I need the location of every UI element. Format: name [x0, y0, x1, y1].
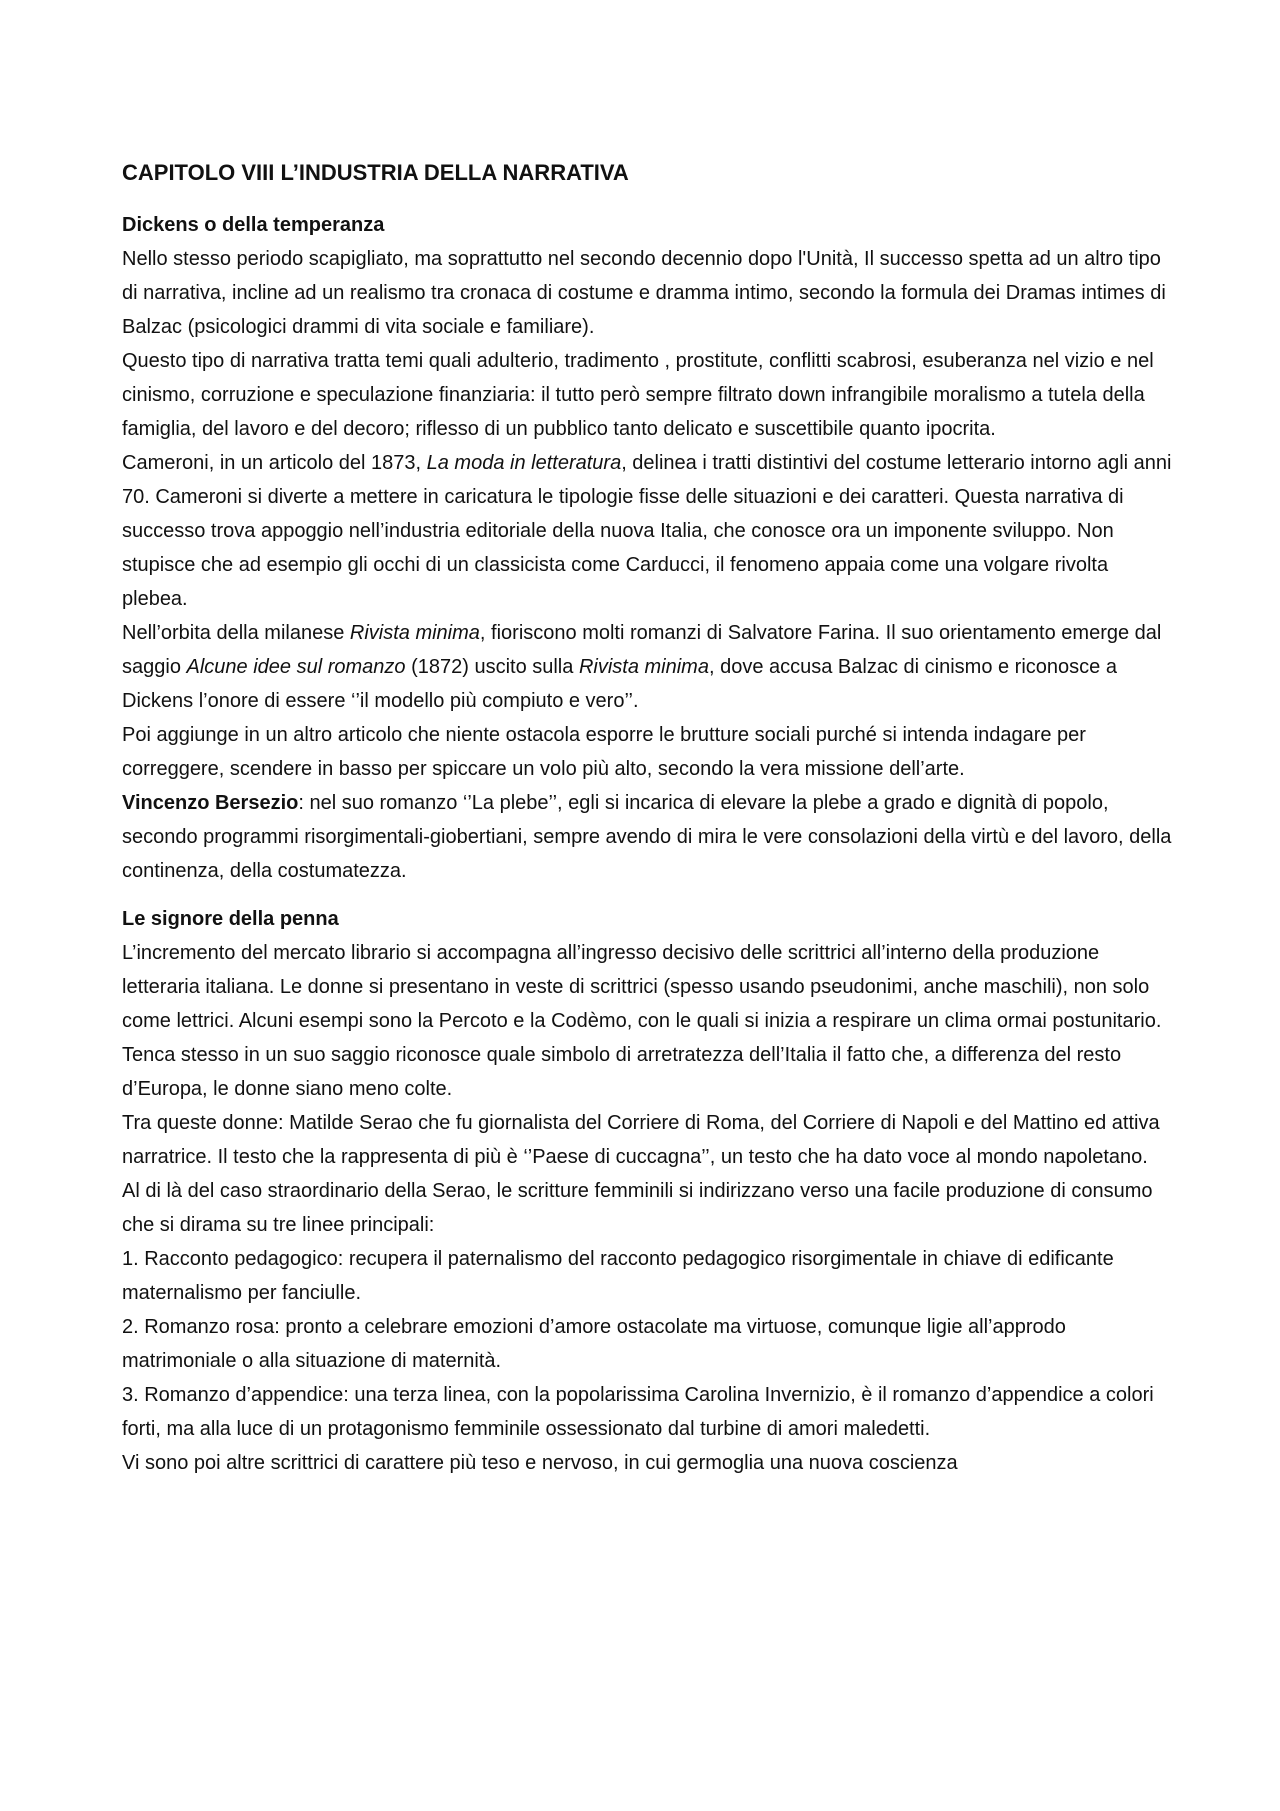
section-heading: Le signore della penna — [122, 908, 339, 930]
paragraph: L’incremento del mercato librario si accompagna all’ingresso decisivo delle scrittrici all’interno della produzione letteraria italiana. Le donne si presentano in veste di scrittrici (spesso usando pseudonimi, anche maschili), non solo come lettrici. Alcuni esempi sono la Percoto e la Codèmo, con le quali si inizia a respirare un clima ormai postunitario. Tenca stesso in un suo saggio riconosce quale simbolo di arretratezza dell’Italia il fatto che, a differenza del resto d’Europa, le donne siano meno colte. — [122, 942, 1162, 1100]
author-name-bold: Vincenzo Bersezio — [122, 792, 299, 814]
text-run: , delinea i tratti distintivi del costume letterario intorno agli anni 70. Cameroni si diverte a mettere in caricatura le tipologie fisse delle situazioni e dei caratteri. Questa narrativa di successo trova appoggio nell’industria editoriale della nuova Italia, che conosce ora un imponente sviluppo. Non stupisce che ad esempio gli occhi di un classicista come Carducci, il fenomeno appaia come una volgare rivolta plebea. — [122, 452, 1172, 610]
paragraph: Nello stesso periodo scapigliato, ma soprattutto nel secondo decennio dopo l'Unità, Il successo spetta ad un altro tipo di narrativa, incline ad un realismo tra cronaca di costume e dramma intimo, secondo la formula dei Dramas intimes di Balzac (psicologici drammi di vita sociale e familiare). — [122, 248, 1166, 338]
text-run: (1872) uscito sulla — [405, 656, 579, 678]
paragraph: Tra queste donne: Matilde Serao che fu giornalista del Corriere di Roma, del Corriere di Napoli e del Mattino ed attiva narratrice. Il testo che la rappresenta di più è ‘’Paese di cuccagna’’, un testo che ha dato voce al mondo napoletano. — [122, 1112, 1160, 1168]
title-italic: Rivista minima — [349, 622, 480, 644]
document-page — [122, 158, 1172, 1494]
paragraph: Al di là del caso straordinario della Serao, le scritture femminili si indirizzano verso una facile produzione di consumo che si dirama su tre linee principali: — [122, 1180, 1153, 1236]
title-italic: Alcune idee sul romanzo — [186, 656, 406, 678]
text-run: , dove accusa Balzac di cinismo e riconosce a Dickens l’onore di essere ‘’il modello più compiuto e vero’’. — [122, 656, 1117, 712]
text-run: , fioriscono molti romanzi di Salvatore Farina. Il suo orientamento emerge dal saggio — [122, 622, 1162, 678]
section-dickens — [122, 208, 1172, 888]
title-italic: La moda in letteratura — [426, 452, 622, 474]
section-signore — [122, 902, 1172, 1480]
text-run: Cameroni, in un articolo del 1873, — [122, 452, 427, 474]
text-run: Nell’orbita della milanese — [122, 622, 350, 644]
paragraph — [122, 786, 1172, 888]
paragraph — [122, 446, 1172, 616]
section-heading: Dickens o della temperanza — [122, 214, 385, 236]
paragraph: Poi aggiunge in un altro articolo che niente ostacola esporre le brutture sociali purché si intenda indagare per correggere, scendere in basso per spiccare un volo più alto, secondo la vera missione dell’arte. — [122, 724, 1086, 780]
title-italic: Rivista minima — [578, 656, 709, 678]
paragraph: Questo tipo di narrativa tratta temi quali adulterio, tradimento , prostitute, conflitti scabrosi, esuberanza nel vizio e nel cinismo, corruzione e speculazione finanziaria: il tutto però sempre filtrato down infrangibile moralismo a tutela della famiglia, del lavoro e del decoro; riflesso di un pubblico tanto delicato e suscettibile quanto ipocrita. — [122, 350, 1154, 440]
text-run: : nel suo romanzo ‘’La plebe’’, egli si incarica di elevare la plebe a grado e dignità di popolo, secondo programmi risorgimentali-giobertiani, sempre avendo di mira le vere consolazioni della virtù e del lavoro, della continenza, della costumatezza. — [122, 792, 1172, 882]
list-item: 3. Romanzo d’appendice: una terza linea, con la popolarissima Carolina Invernizio, è il romanzo d’appendice a colori forti, ma alla luce di un protagonismo femminile ossessionato dal turbine di amori maledetti. — [122, 1384, 1154, 1440]
list-item: 2. Romanzo rosa: pronto a celebrare emozioni d’amore ostacolate ma virtuose, comunque ligie all’approdo matrimoniale o alla situazione di maternità. — [122, 1316, 1066, 1372]
paragraph: Vi sono poi altre scrittrici di carattere più teso e nervoso, in cui germoglia una nuova coscienza — [122, 1452, 958, 1474]
chapter-title: CAPITOLO VIII L’INDUSTRIA DELLA NARRATIVA — [122, 160, 629, 185]
paragraph — [122, 616, 1172, 718]
list-item: 1. Racconto pedagogico: recupera il paternalismo del racconto pedagogico risorgimentale in chiave di edificante maternalismo per fanciulle. — [122, 1248, 1114, 1304]
